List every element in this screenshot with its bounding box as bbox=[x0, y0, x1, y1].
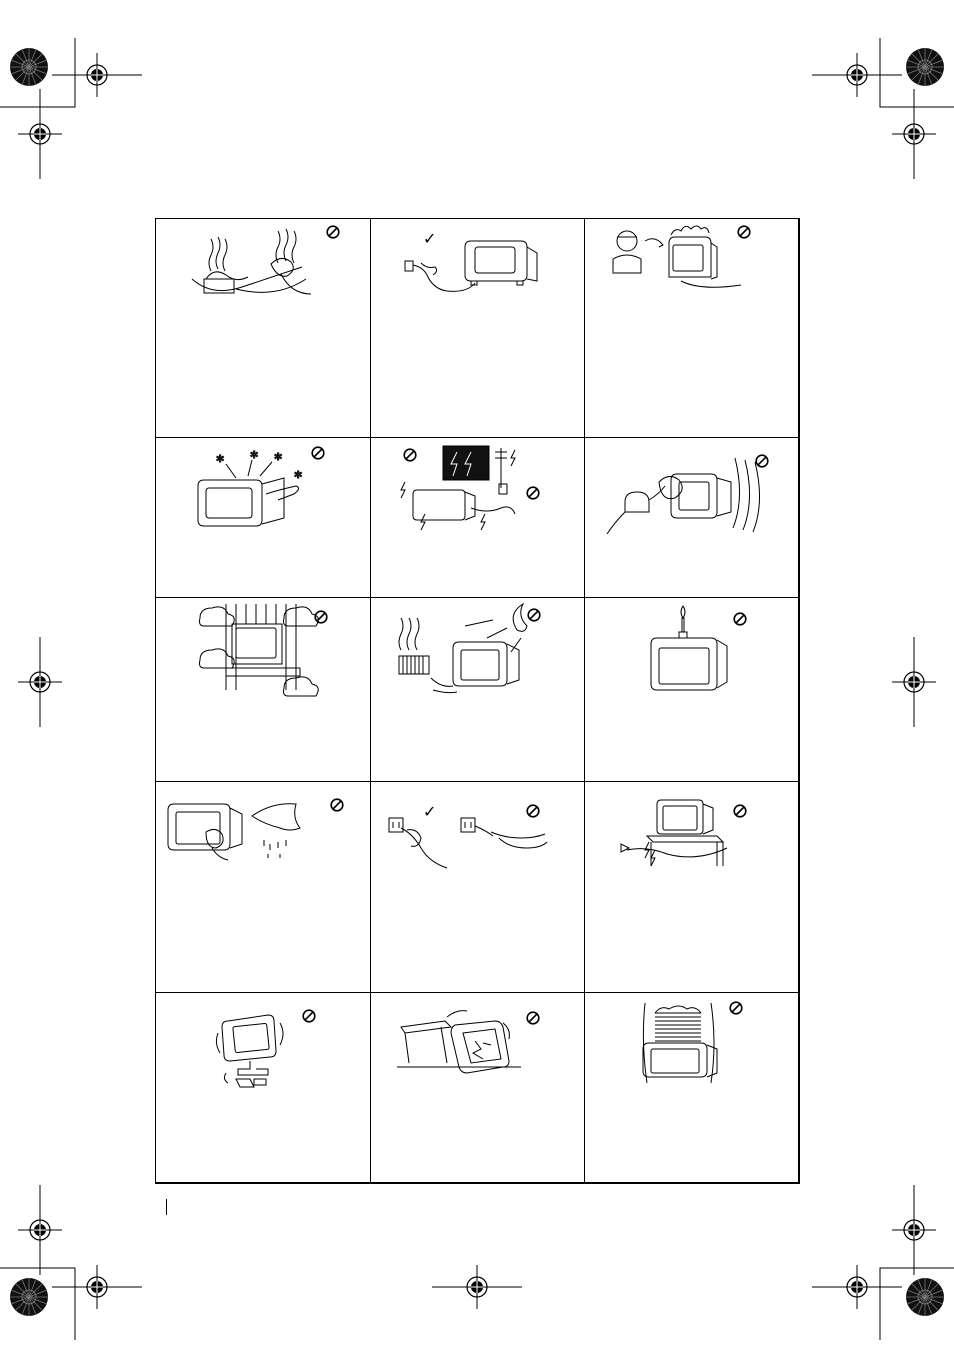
foreign-objects-illustration bbox=[156, 438, 371, 598]
prohibited-icon bbox=[403, 448, 417, 462]
falling-tv-illustration bbox=[371, 993, 585, 1183]
prohibited-icon bbox=[733, 612, 747, 626]
objects-on-tv-illustration bbox=[585, 219, 799, 438]
prohibited-icon bbox=[311, 446, 325, 460]
cell-r2-c1 bbox=[156, 438, 371, 598]
cell-r1-c1 bbox=[156, 219, 371, 438]
cell-r2-c3 bbox=[585, 438, 799, 598]
check-icon: ✓ bbox=[423, 802, 437, 821]
prohibited-icon bbox=[733, 804, 747, 818]
cell-r5-c3 bbox=[585, 993, 799, 1183]
lightning-storm-illustration bbox=[371, 438, 585, 598]
prohibited-icon bbox=[526, 486, 540, 500]
cell-r4-c3 bbox=[585, 782, 799, 993]
unstable-stand-illustration bbox=[156, 993, 371, 1183]
cell-r1-c3 bbox=[585, 219, 799, 438]
heater-sunlight-illustration bbox=[371, 598, 585, 782]
items-on-tv-illustration bbox=[585, 993, 799, 1183]
cell-r4-c1 bbox=[156, 782, 371, 993]
wet-cloth-illustration bbox=[156, 782, 371, 993]
prohibited-icon bbox=[729, 1001, 743, 1015]
cell-r1-c2 bbox=[371, 219, 585, 438]
cell-r4-c2 bbox=[371, 782, 585, 993]
cell-r3-c1 bbox=[156, 598, 371, 782]
prohibited-icon bbox=[326, 225, 340, 239]
prohibited-icon bbox=[314, 610, 328, 624]
check-icon: ✓ bbox=[423, 229, 437, 248]
built-in-wall-illustration bbox=[156, 598, 371, 782]
svg-text:✲: ✲ bbox=[274, 452, 283, 463]
prohibited-icon bbox=[330, 798, 344, 812]
prohibited-icon bbox=[526, 1011, 540, 1025]
prohibited-icon bbox=[737, 225, 751, 239]
page-margin-rule bbox=[166, 1199, 167, 1215]
pull-plug-illustration bbox=[371, 782, 585, 993]
cell-r5-c1 bbox=[156, 993, 371, 1183]
cell-r5-c2 bbox=[371, 993, 585, 1183]
prohibited-icon bbox=[755, 454, 769, 468]
prohibited-icon bbox=[527, 608, 541, 622]
safety-illustration-grid bbox=[155, 218, 800, 1184]
plugged-in-tv-illustration bbox=[371, 219, 585, 438]
cell-r2-c2 bbox=[371, 438, 585, 598]
svg-text:✲: ✲ bbox=[216, 454, 225, 465]
svg-text:✲: ✲ bbox=[294, 470, 303, 481]
svg-text:✲: ✲ bbox=[250, 450, 259, 461]
prohibited-icon bbox=[526, 804, 540, 818]
cord-under-stand-illustration bbox=[585, 782, 799, 993]
cell-r3-c2 bbox=[371, 598, 585, 782]
prohibited-icon bbox=[302, 1009, 316, 1023]
overheated-power-strip-illustration bbox=[156, 219, 371, 438]
candle-on-tv-illustration bbox=[585, 598, 799, 782]
cell-r3-c3 bbox=[585, 598, 799, 782]
